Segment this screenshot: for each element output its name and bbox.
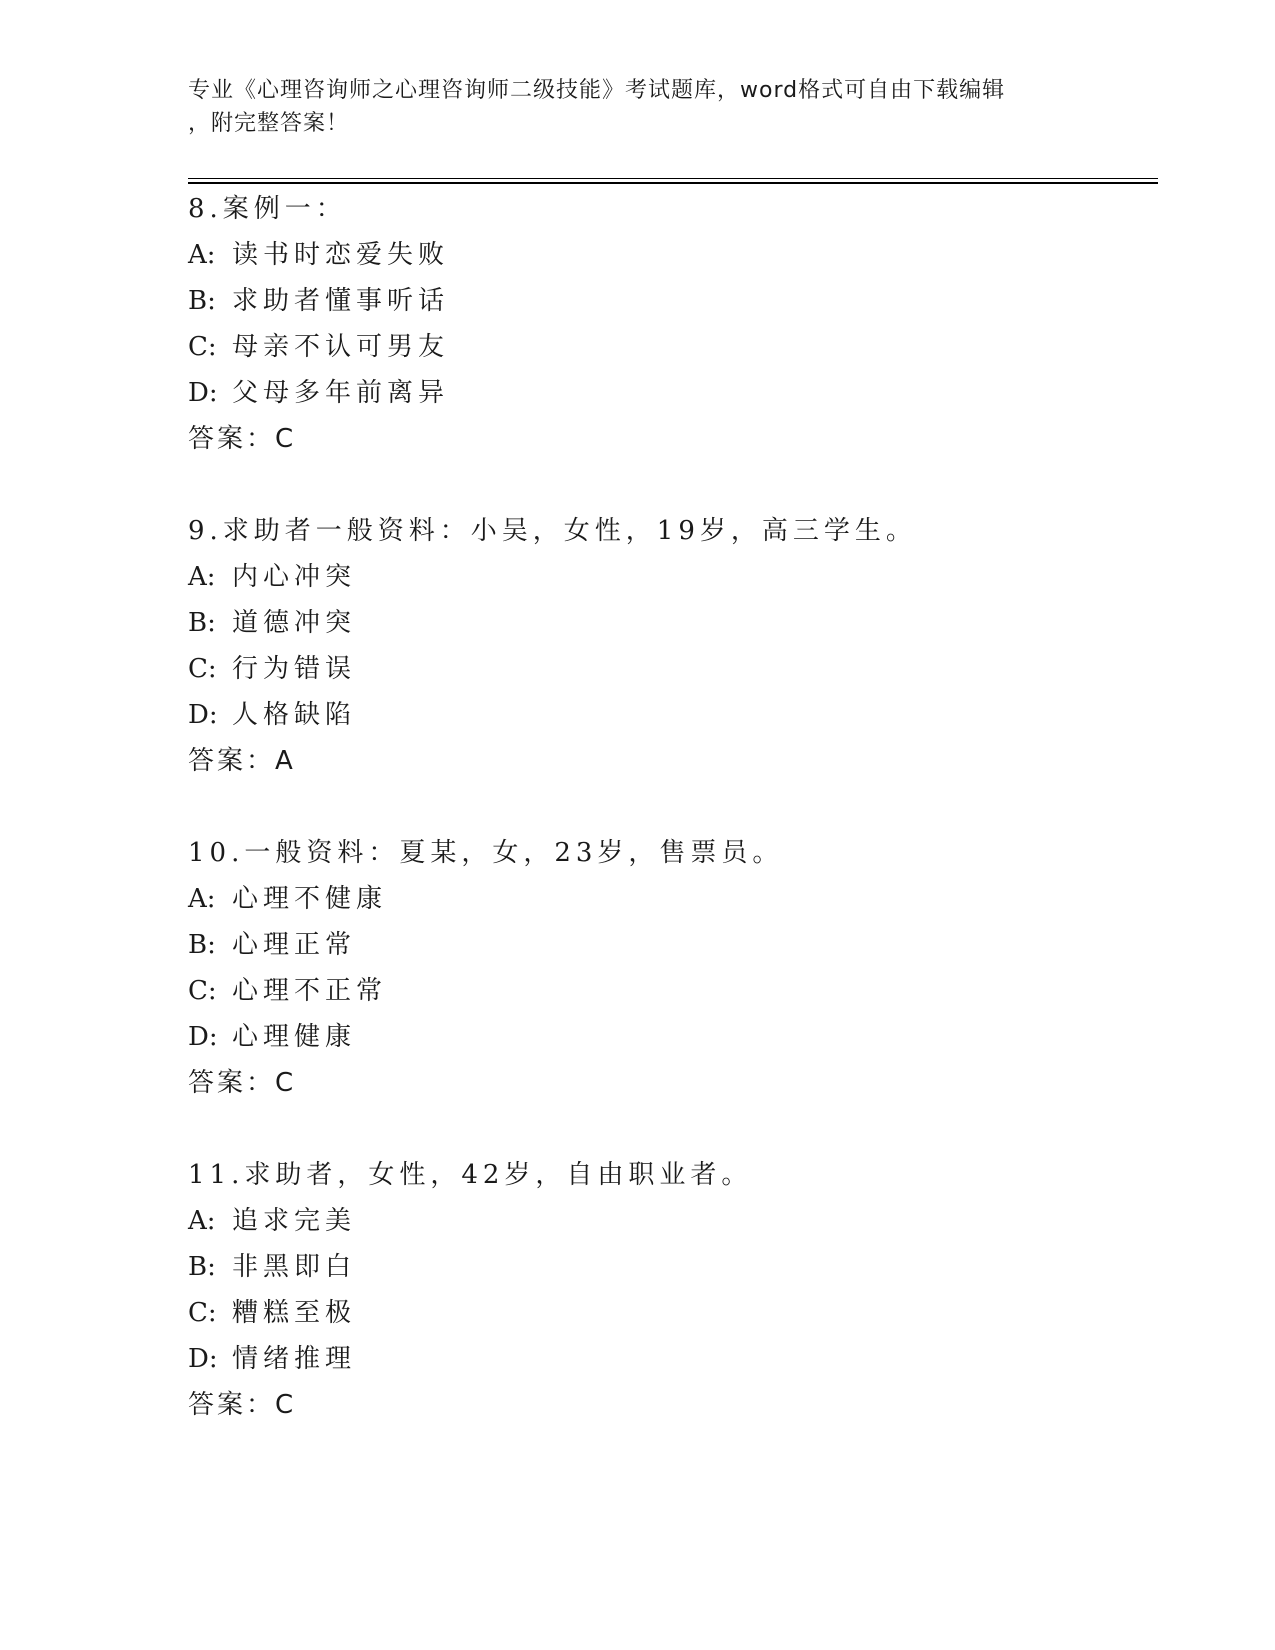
option-b: [188, 600, 1088, 646]
option-label: D:: [188, 700, 218, 730]
option-b: [188, 278, 1088, 324]
document-header: [188, 74, 1068, 140]
option-d: [188, 1336, 1088, 1382]
option-label: C:: [188, 1298, 217, 1328]
option-a: [188, 1198, 1088, 1244]
option-label: A:: [188, 1206, 216, 1236]
option-label: A:: [188, 562, 216, 592]
question-10: [188, 830, 1088, 1106]
option-label: B:: [188, 1252, 216, 1282]
option-text: 心理正常: [232, 930, 357, 960]
option-label: D:: [188, 1022, 218, 1052]
option-d: [188, 692, 1088, 738]
question-stem: 8.案例一：: [188, 194, 347, 224]
option-c: [188, 1290, 1088, 1336]
option-text: 母亲不认可男友: [232, 332, 450, 362]
header-divider-thick: [188, 182, 1158, 184]
option-text: 追求完美: [232, 1206, 357, 1236]
option-text: 心理不健康: [232, 884, 388, 914]
header-divider-thin: [188, 178, 1158, 179]
option-text: 读书时恋爱失败: [232, 240, 450, 270]
answer-line: 答案：C: [188, 1068, 297, 1098]
question-11: [188, 1152, 1088, 1428]
option-label: B:: [188, 930, 216, 960]
option-text: 心理健康: [232, 1022, 357, 1052]
option-label: D:: [188, 1344, 218, 1374]
option-text: 心理不正常: [232, 976, 388, 1006]
option-c: [188, 968, 1088, 1014]
question-8: [188, 186, 1088, 462]
option-label: D:: [188, 378, 218, 408]
option-text: 父母多年前离异: [232, 378, 450, 408]
option-text: 人格缺陷: [232, 700, 357, 730]
option-text: 内心冲突: [232, 562, 357, 592]
option-label: A:: [188, 884, 216, 914]
option-a: [188, 232, 1088, 278]
question-stem: 11.求助者，女性，42岁，自由职业者。: [188, 1160, 753, 1190]
answer-line: 答案：C: [188, 1390, 297, 1420]
option-text: 道德冲突: [232, 608, 357, 638]
answer-line: 答案：C: [188, 424, 297, 454]
option-text: 糟糕至极: [232, 1298, 357, 1328]
option-label: C:: [188, 976, 217, 1006]
option-d: [188, 1014, 1088, 1060]
option-a: [188, 554, 1088, 600]
option-label: C:: [188, 332, 217, 362]
question-stem: 9.求助者一般资料：小吴，女性，19岁，高三学生。: [188, 516, 917, 546]
option-b: [188, 1244, 1088, 1290]
option-b: [188, 922, 1088, 968]
header-line-1: 专业《心理咨询师之心理咨询师二级技能》考试题库，word格式可自由下载编辑: [188, 78, 1006, 103]
question-9: [188, 508, 1088, 784]
header-line-2: ，附完整答案！: [188, 111, 350, 136]
option-text: 求助者懂事听话: [232, 286, 450, 316]
option-a: [188, 876, 1088, 922]
option-label: B:: [188, 286, 216, 316]
option-c: [188, 324, 1088, 370]
option-text: 情绪推理: [232, 1344, 357, 1374]
option-text: 行为错误: [232, 654, 357, 684]
option-d: [188, 370, 1088, 416]
option-c: [188, 646, 1088, 692]
answer-line: 答案：A: [188, 746, 296, 776]
question-stem: 10.一般资料：夏某，女，23岁，售票员。: [188, 838, 784, 868]
option-text: 非黑即白: [232, 1252, 357, 1282]
option-label: A:: [188, 240, 216, 270]
option-label: B:: [188, 608, 216, 638]
option-label: C:: [188, 654, 217, 684]
